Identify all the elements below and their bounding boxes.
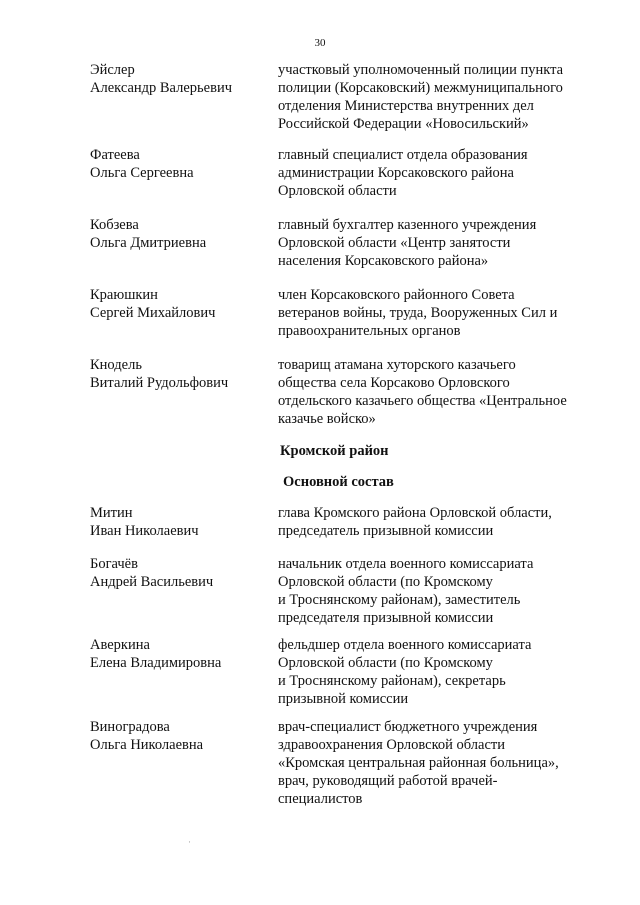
member-given-names: Андрей Васильевич [90,574,214,590]
member-role [278,718,608,808]
role-line: товарищ атамана хуторского казачьего [278,357,516,373]
role-line: отдельского казачьего общества «Центральное [278,393,567,409]
member-given-names: Александр Валерьевич [90,80,232,96]
member-name [90,286,270,322]
page-number: 30 [314,37,326,49]
role-line: врач-специалист бюджетного учреждения [278,719,538,735]
role-line: казачье войско» [278,411,376,427]
member-surname: Фатеева [90,147,140,163]
district-heading: Кромской район [280,443,389,459]
member-given-names: Ольга Дмитриевна [90,235,207,251]
member-role [278,356,608,428]
member-name [90,504,270,540]
role-line: населения Корсаковского района» [278,253,489,269]
member-name [90,555,270,591]
member-role [278,146,608,200]
member-given-names: Елена Владимировна [90,655,222,671]
member-name [90,636,270,672]
role-line: здравоохранения Орловской области [278,737,505,753]
member-role [278,636,608,708]
member-role [278,286,608,340]
member-given-names: Иван Николаевич [90,523,199,539]
member-surname: Краюшкин [90,287,158,303]
member-surname: Кобзева [90,217,139,233]
role-line: Орловской области [278,183,397,199]
role-line: призывной комиссии [278,691,409,707]
member-name [90,216,270,252]
member-given-names: Сергей Михайлович [90,305,216,321]
stray-mark: · [188,837,191,847]
role-line: главный специалист отдела образования [278,147,528,163]
role-line: врач, руководящий работой врачей- [278,773,498,789]
member-role [278,61,608,133]
member-surname: Богачёв [90,556,138,572]
member-surname: Кнодель [90,357,142,373]
member-surname: Митин [90,505,133,521]
member-role [278,216,608,270]
role-line: участковый уполномоченный полиции пункта [278,62,564,78]
member-given-names: Виталий Рудольфович [90,375,229,391]
member-name [90,718,270,754]
role-line: председатель призывной комиссии [278,523,494,539]
role-line: «Кромская центральная районная больница», [278,755,559,771]
role-line: начальник отдела военного комиссариата [278,556,534,572]
role-line: общества села Корсаково Орловского [278,375,510,391]
member-given-names: Ольга Николаевна [90,737,204,753]
role-line: и Троснянскому районам), заместитель [278,592,521,608]
role-line: глава Кромского района Орловской области, [278,505,552,521]
role-line: фельдшер отдела военного комиссариата [278,637,532,653]
member-given-names: Ольга Сергеевна [90,165,194,181]
role-line: Российской Федерации «Новосильский» [278,116,529,132]
member-role [278,555,608,627]
member-name [90,146,270,182]
role-line: администрации Корсаковского района [278,165,514,181]
member-name [90,61,270,97]
member-role [278,504,608,540]
role-line: член Корсаковского районного Совета [278,287,515,303]
member-surname: Эйслер [90,62,135,78]
role-line: отделения Министерства внутренних дел [278,98,534,114]
role-line: полиции (Корсаковский) межмуниципального [278,80,563,96]
member-name [90,356,270,392]
role-line: и Троснянскому районам), секретарь [278,673,506,689]
role-line: Орловской области «Центр занятости [278,235,511,251]
member-surname: Виноградова [90,719,170,735]
role-line: главный бухгалтер казенного учреждения [278,217,537,233]
role-line: Орловской области (по Кромскому [278,655,493,671]
member-surname: Аверкина [90,637,150,653]
role-line: Орловской области (по Кромскому [278,574,493,590]
role-line: правоохранительных органов [278,323,461,339]
role-line: председателя призывной комиссии [278,610,494,626]
role-line: ветеранов войны, труда, Вооруженных Сил и [278,305,558,321]
role-line: специалистов [278,791,363,807]
composition-heading: Основной состав [283,474,394,490]
